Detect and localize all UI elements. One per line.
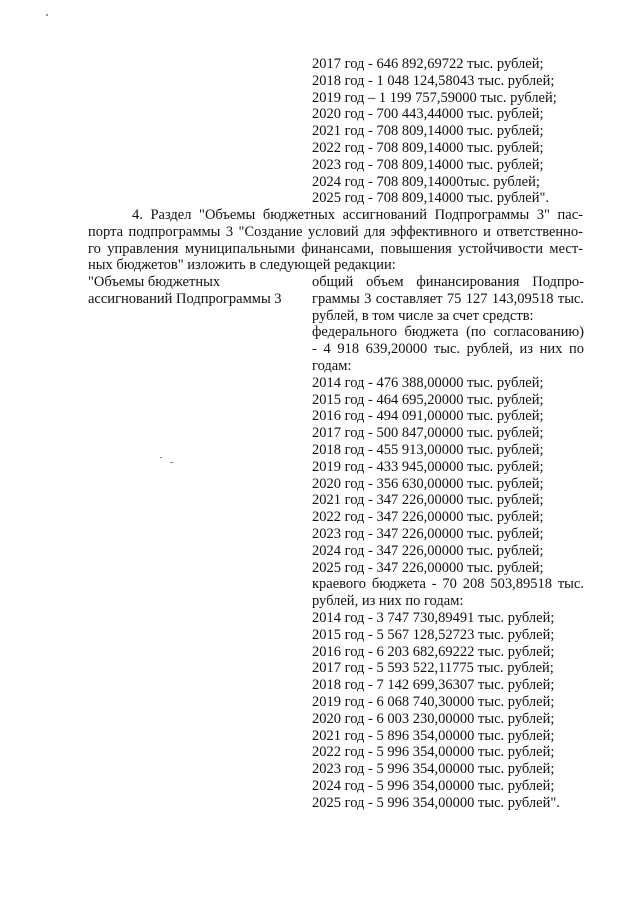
regional-year-line: 2020 год - 6 003 230,00000 тыс. рублей; — [312, 710, 555, 727]
federal-year-line: 2018 год - 455 913,00000 тыс. рублей; — [312, 441, 544, 458]
year-line: 2023 год - 708 809,14000 тыс. рублей; — [312, 156, 544, 173]
federal-year-line: 2023 год - 347 226,00000 тыс. рублей; — [312, 525, 544, 542]
federal-year-line: 2015 год - 464 695,20000 тыс. рублей; — [312, 391, 544, 408]
year-line: 2024 год - 708 809,14000тыс. рублей; — [312, 173, 540, 190]
federal-year-line: 2020 год - 356 630,00000 тыс. рублей; — [312, 475, 544, 492]
regional-year-line: 2022 год - 5 996 354,00000 тыс. рублей; — [312, 744, 555, 761]
regional-year-line: 2017 год - 5 593 522,11775 тыс. рублей; — [312, 660, 554, 677]
federal-year-line: 2022 год - 347 226,00000 тыс. рублей; — [312, 509, 544, 526]
federal-year-line: 2014 год - 476 388,00000 тыс. рублей; — [312, 374, 544, 391]
label-line: ассигнований Подпрограммы 3 — [88, 290, 282, 307]
paragraph-line: порта подпрограммы 3 "Создание условий для эффективного и ответственно- — [88, 223, 583, 240]
regional-intro-line: краевого бюджета - 70 208 503,89518 тыс. — [312, 576, 584, 593]
federal-year-line: 2024 год - 347 226,00000 тыс. рублей; — [312, 542, 544, 559]
intro-line: рублей, в том числе за счет средств: — [312, 307, 534, 324]
federal-year-line: 2025 год - 347 226,00000 тыс. рублей; — [312, 559, 544, 576]
regional-year-line: 2025 год - 5 996 354,00000 тыс. рублей". — [312, 794, 560, 811]
intro-line: граммы 3 составляет 75 127 143,09518 тыс. — [312, 290, 584, 307]
regional-year-line: 2024 год - 5 996 354,00000 тыс. рублей; — [312, 777, 555, 794]
federal-year-line: 2016 год - 494 091,00000 тыс. рублей; — [312, 408, 544, 425]
year-line: 2019 год – 1 199 757,59000 тыс. рублей; — [312, 89, 557, 106]
section-label — [88, 274, 303, 308]
previous-years-list — [312, 56, 557, 207]
scan-speck — [170, 462, 173, 463]
regional-year-line: 2021 год - 5 896 354,00000 тыс. рублей; — [312, 727, 555, 744]
regional-year-line: 2018 год - 7 142 699,36307 тыс. рублей; — [312, 677, 555, 694]
amendment-paragraph — [88, 207, 583, 274]
regional-year-line: 2019 год - 6 068 740,30000 тыс. рублей; — [312, 693, 555, 710]
federal-year-line: 2021 год - 347 226,00000 тыс. рублей; — [312, 492, 544, 509]
paragraph-line: ных бюджетов" изложить в следующей редакции: — [88, 257, 396, 274]
scan-speck — [46, 14, 48, 16]
intro-line: федерального бюджета (по согласованию) — [312, 324, 584, 341]
regional-intro-line: рублей, из них по годам: — [312, 593, 464, 610]
year-line: 2022 год - 708 809,14000 тыс. рублей; — [312, 139, 544, 156]
year-line: 2018 год - 1 048 124,58043 тыс. рублей; — [312, 72, 555, 89]
intro-line: годам: — [312, 357, 352, 374]
regional-year-line: 2015 год - 5 567 128,52723 тыс. рублей; — [312, 626, 555, 643]
scan-speck — [160, 457, 162, 458]
year-line: 2021 год - 708 809,14000 тыс. рублей; — [312, 123, 544, 140]
year-line: 2017 год - 646 892,69722 тыс. рублей; — [312, 56, 544, 72]
paragraph-line: го управления муниципальными финансами, повышения устойчивости мест- — [88, 240, 583, 257]
paragraph-line: 4. Раздел "Объемы бюджетных ассигнований Подпрограммы 3" пас- — [132, 207, 583, 223]
label-line: "Объемы бюджетных — [88, 274, 221, 290]
federal-year-line: 2019 год - 433 945,00000 тыс. рублей; — [312, 458, 544, 475]
federal-year-line: 2017 год - 500 847,00000 тыс. рублей; — [312, 425, 544, 442]
regional-year-line: 2014 год - 3 747 730,89491 тыс. рублей; — [312, 609, 555, 626]
funding-description — [312, 274, 584, 812]
regional-year-line: 2023 год - 5 996 354,00000 тыс. рублей; — [312, 761, 555, 778]
intro-line: - 4 918 639,20000 тыс. рублей, из них по — [312, 341, 584, 358]
year-line: 2025 год - 708 809,14000 тыс. рублей". — [312, 190, 549, 207]
intro-line: общий объем финансирования Подпро- — [312, 274, 584, 290]
year-line: 2020 год - 700 443,44000 тыс. рублей; — [312, 106, 544, 123]
regional-year-line: 2016 год - 6 203 682,69222 тыс. рублей; — [312, 643, 555, 660]
